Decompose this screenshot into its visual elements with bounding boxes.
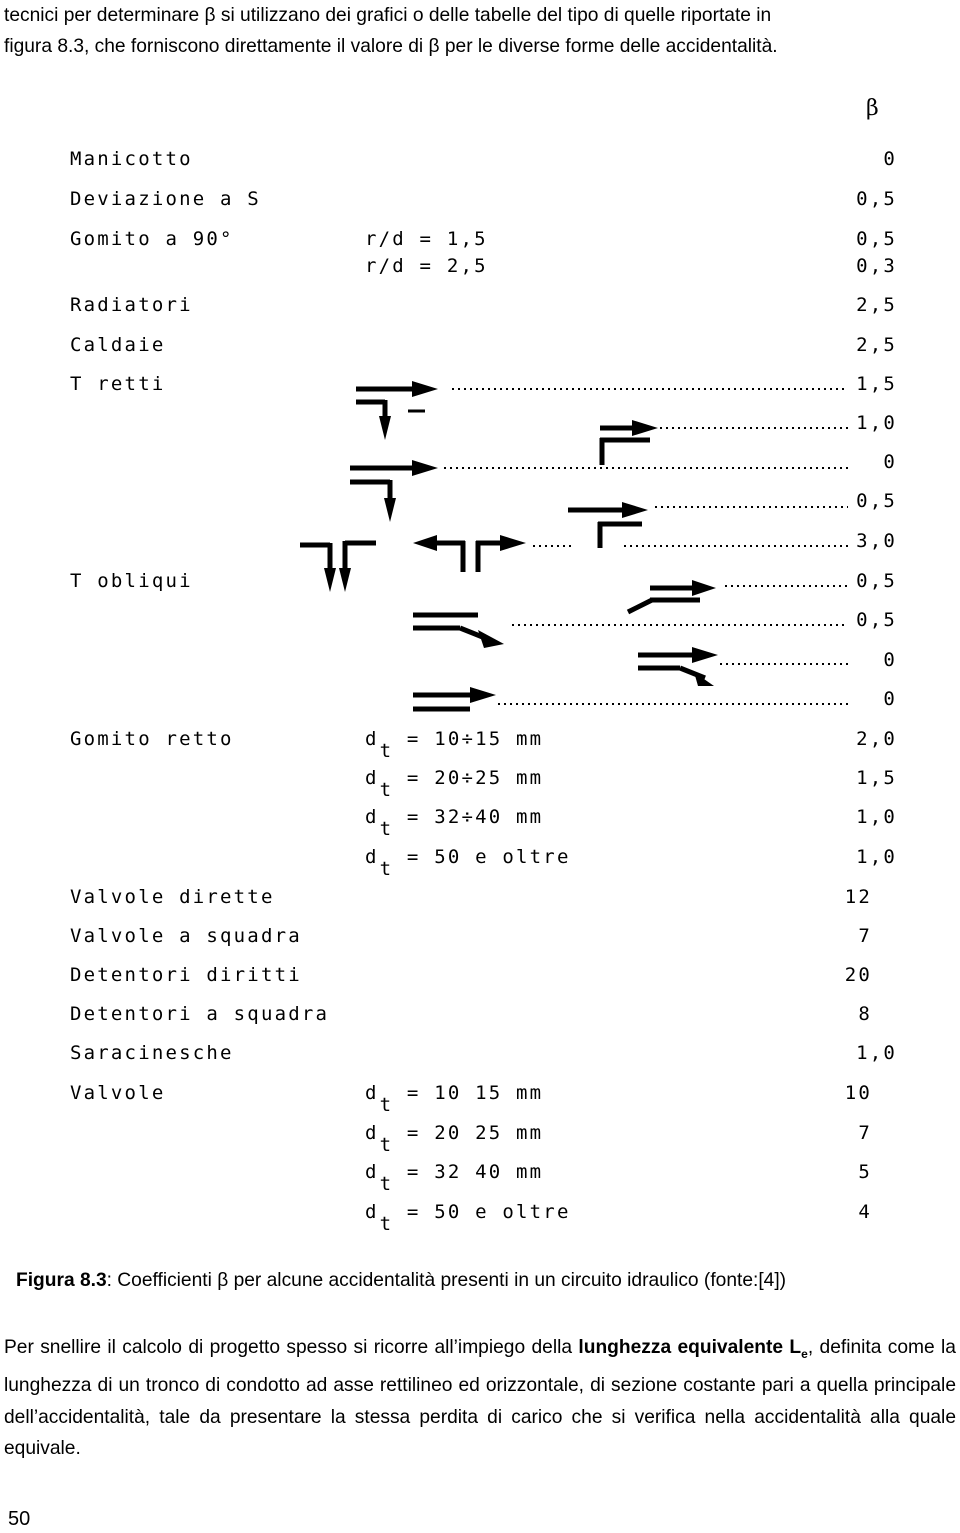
- beta-value: 0: [883, 649, 897, 671]
- beta-value: 7: [858, 925, 872, 947]
- beta-value: 10: [844, 1082, 872, 1104]
- tee-straight-5-icon: [300, 535, 526, 592]
- tee-straight-4-icon: [568, 502, 648, 548]
- row-label-valvole-squadra: Valvole a squadra: [70, 925, 302, 947]
- beta-value: 1,5: [856, 767, 897, 789]
- beta-column-header: β: [866, 96, 879, 121]
- intro-line-2: figura 8.3, che forniscono direttamente il valore di β per le diverse forme delle accidentalità.: [4, 36, 778, 57]
- beta-value: 20: [844, 964, 872, 986]
- row-label-gomito-90: Gomito a 90°: [70, 228, 234, 250]
- condition-valv-10-15: dt = 10 15 mm: [365, 1082, 544, 1116]
- beta-value: 1,5: [856, 373, 897, 395]
- beta-value: 8: [858, 1003, 872, 1025]
- beta-value: 0,5: [856, 188, 897, 210]
- condition-valv-50: dt = 50 e oltre: [365, 1201, 571, 1235]
- row-label-valvole: Valvole: [70, 1082, 166, 1104]
- caption-text: : Coefficienti β per alcune accidentalità presenti in un circuito idraulico (fonte:[4]): [106, 1270, 787, 1291]
- body-paragraph: [4, 1332, 956, 1465]
- beta-value: 0,5: [856, 609, 897, 631]
- beta-value: 12: [844, 886, 872, 908]
- paragraph-text-1: Per snellire il calcolo di progetto spesso si ricorre all’impiego della: [4, 1337, 579, 1358]
- beta-value: 5: [858, 1161, 872, 1183]
- beta-value: 2,0: [856, 728, 897, 750]
- row-label-deviazione: Deviazione a S: [70, 188, 261, 210]
- beta-value: 0: [883, 451, 897, 473]
- tee-oblique-2-icon: [413, 615, 504, 648]
- row-label-detentori-diritti: Detentori diritti: [70, 964, 302, 986]
- condition-dt-32-40: dt = 32÷40 mm: [365, 806, 544, 840]
- row-label-valvole-dirette: Valvole dirette: [70, 886, 275, 908]
- intro-line-1: tecnici per determinare β si utilizzano dei grafici o delle tabelle del tipo di quelle riportate in: [4, 5, 772, 26]
- caption-label: Figura 8.3: [16, 1270, 107, 1291]
- tee-straight-3-icon: [350, 460, 438, 522]
- beta-value: 1,0: [856, 412, 897, 434]
- row-label-radiatori: Radiatori: [70, 294, 193, 316]
- beta-value: 2,5: [856, 294, 897, 316]
- beta-value: 0: [883, 148, 897, 170]
- beta-value: 2,5: [856, 334, 897, 356]
- beta-value: 0,5: [856, 570, 897, 592]
- row-label-caldaie: Caldaie: [70, 334, 166, 356]
- condition-valv-32-40: dt = 32 40 mm: [365, 1161, 544, 1195]
- beta-value: 3,0: [856, 530, 897, 552]
- beta-value: 0,5: [856, 228, 897, 250]
- row-label-saracinesche: Saracinesche: [70, 1042, 234, 1064]
- condition-dt-10-15: dt = 10÷15 mm: [365, 728, 544, 762]
- row-label-t-obliqui: T obliqui: [70, 570, 193, 592]
- tee-straight-1-icon: [356, 381, 438, 440]
- tee-oblique-4-icon: [413, 687, 496, 709]
- tee-oblique-3-icon: [638, 647, 718, 686]
- term-lunghezza-equivalente: lunghezza equivalente: [578, 1337, 784, 1358]
- beta-value: 1,0: [856, 1042, 897, 1064]
- beta-value: 0: [883, 688, 897, 710]
- beta-value: 0,5: [856, 490, 897, 512]
- beta-value: 1,0: [856, 846, 897, 868]
- figure-caption: [16, 1270, 786, 1292]
- condition-rd-1-5: r/d = 1,5: [365, 228, 488, 250]
- beta-value: 1,0: [856, 806, 897, 828]
- tee-straight-2-icon: [600, 420, 658, 465]
- term-le: $L_e$: [789, 1337, 808, 1361]
- beta-value: 4: [858, 1201, 872, 1223]
- condition-dt-50: dt = 50 e oltre: [365, 846, 571, 880]
- row-label-detentori-squadra: Detentori a squadra: [70, 1003, 330, 1025]
- page-number: 50: [8, 1508, 31, 1530]
- tee-oblique-1-icon: [628, 580, 716, 612]
- condition-dt-20-25: dt = 20÷25 mm: [365, 767, 544, 801]
- beta-value: 0,3: [856, 255, 897, 277]
- condition-valv-20-25: dt = 20 25 mm: [365, 1122, 544, 1156]
- row-label-t-retti: T retti: [70, 373, 166, 395]
- beta-value: 7: [858, 1122, 872, 1144]
- row-label-manicotto: Manicotto: [70, 148, 193, 170]
- condition-rd-2-5: r/d = 2,5: [365, 255, 488, 277]
- paragraph-text-2: , definita come la lunghezza di un tronco di condotto ad asse rettilineo ed orizzontale, di sezione costante pari a quella principale dell’accidentalità, tale da presentare la stessa perdita di carico che si verifica nella accidentalità alla quale equivale.: [4, 1337, 956, 1460]
- row-label-gomito-retto: Gomito retto: [70, 728, 234, 750]
